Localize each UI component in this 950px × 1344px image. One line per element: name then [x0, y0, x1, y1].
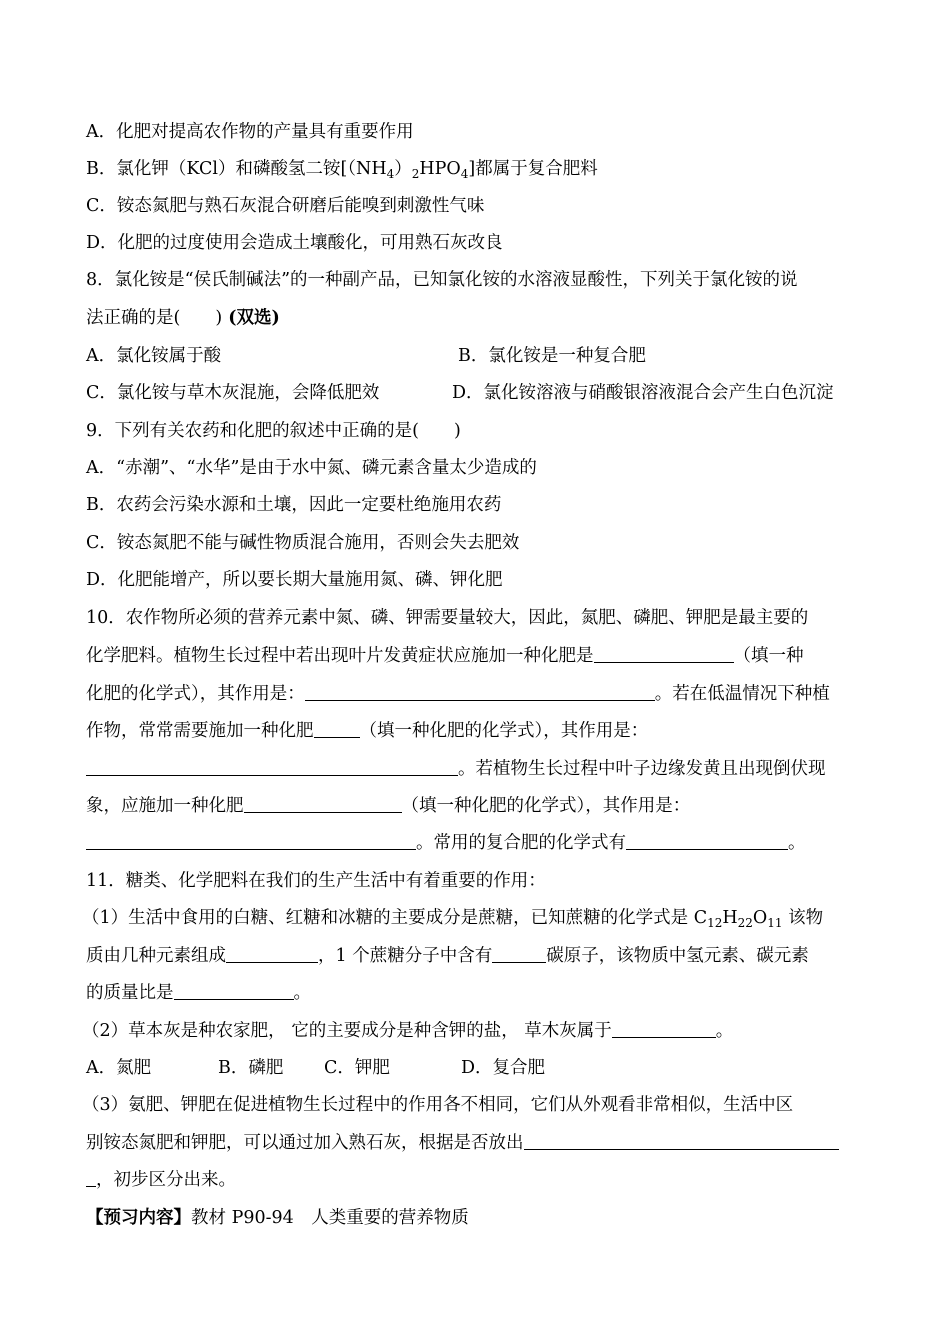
q10-blank-2[interactable] — [305, 682, 655, 701]
q11-stem: 11．糖类、化学肥料在我们的生产生活中有着重要的作用： — [86, 871, 546, 891]
q8-option-d: D．氯化铵溶液与硝酸银溶液混合会产生白色沉淀 — [452, 383, 834, 403]
q10-blank-6[interactable] — [86, 831, 416, 850]
q10-blank-5[interactable] — [244, 794, 402, 813]
q9-stem: 9．下列有关农药和化肥的叙述中正确的是( ) — [86, 421, 461, 441]
q8-option-a: A．氯化铵属于酸 — [86, 346, 222, 366]
q11-option-b: B．磷肥 — [218, 1058, 284, 1078]
q8-stem-line1: 8．氯化铵是“侯氏制碱法”的一种副产品，已知氯化铵的水溶液显酸性，下列关于氯化铵的说 — [86, 270, 798, 290]
q9-option-c: C．铵态氮肥不能与碱性物质混合施用，否则会失去肥效 — [86, 533, 520, 553]
q7-option-c: C．铵态氮肥与熟石灰混合研磨后能嗅到刺激性气味 — [86, 196, 485, 216]
q11-option-c: C．钾肥 — [324, 1058, 390, 1078]
q10-blank-1[interactable] — [594, 644, 734, 663]
q8-stem-line2: 法正确的是( ) (双选) — [86, 308, 280, 328]
q11-blank-3[interactable] — [174, 981, 294, 1000]
q10-line4: 作物，常常需要施加一种化肥 （填一种化肥的化学式），其作用是： — [86, 721, 649, 741]
q9-option-a: A．“赤潮”、“水华”是由于水中氮、磷元素含量太少造成的 — [86, 458, 537, 478]
q8-option-b: B．氯化铵是一种复合肥 — [458, 346, 646, 366]
preview-heading: 【预习内容】 — [86, 1208, 191, 1228]
q10-line7: 。常用的复合肥的化学式有 。 — [86, 831, 806, 855]
q10-line3: 化肥的化学式），其作用是： 。若在低温情况下种植 — [86, 684, 830, 704]
q10-blank-3[interactable] — [314, 719, 360, 738]
q11-part2: （2）草本灰是种农家肥， 它的主要成分是种含钾的盐， 草木灰属于 。 — [82, 1021, 734, 1041]
q10-line2: 化学肥料。植物生长过程中若出现叶片发黄症状应施加一种化肥是 （填一种 — [86, 646, 804, 666]
q10-blank-7[interactable] — [626, 831, 788, 850]
q10-blank-4[interactable] — [86, 757, 458, 776]
q11-option-d: D．复合肥 — [461, 1058, 546, 1078]
q11-blank-4[interactable] — [612, 1019, 716, 1038]
q9-option-b: B．农药会污染水源和土壤，因此一定要杜绝施用农药 — [86, 495, 502, 515]
q11-blank-1[interactable] — [226, 944, 318, 963]
q11-part3-line3: ，初步区分出来。 — [86, 1168, 236, 1192]
q11-part1-line2: 质由几种元素组成 ，1 个蔗糖分子中含有 碳原子，该物质中氢元素、碳元素 — [86, 946, 809, 966]
q10-line1: 10．农作物所必须的营养元素中氮、磷、钾需要量较大，因此，氮肥、磷肥、钾肥是最主要的 — [86, 608, 809, 628]
q11-blank-5[interactable] — [524, 1131, 839, 1150]
q11-part1-line1: （1）生活中食用的白糖、红糖和冰糖的主要成分是蔗糖，已知蔗糖的化学式是 $C_{12}H_{22}O_{11}$ 该物 — [82, 908, 824, 930]
q10-line6: 象，应施加一种化肥 （填一种化肥的化学式），其作用是： — [86, 796, 691, 816]
q11-blank-5-cont[interactable] — [86, 1168, 96, 1187]
preview-line: 【预习内容】教材 P90-94 人类重要的营养物质 — [86, 1208, 469, 1228]
q7-option-b: B．氯化钾（KCl）和磷酸氢二铵$[(NH_4)_2HPO_4]$都属于复合肥料 — [86, 159, 598, 181]
q8-multi-select-note: (双选) — [222, 308, 280, 328]
q11-part1-line3: 的质量比是 。 — [86, 983, 311, 1003]
q8-option-c: C．氯化铵与草木灰混施，会降低肥效 — [86, 383, 380, 403]
q7-option-d: D．化肥的过度使用会造成土壤酸化，可用熟石灰改良 — [86, 233, 503, 253]
q10-line5: 。若植物生长过程中叶子边缘发黄且出现倒伏现 — [86, 757, 826, 781]
q11-part3-line2: 别铵态氮肥和钾肥，可以通过加入熟石灰，根据是否放出 — [86, 1131, 839, 1155]
q11-part3-line1: （3）氨肥、钾肥在促进植物生长过程中的作用各不相同，它们从外观看非常相似，生活中区 — [82, 1095, 794, 1115]
q9-option-d: D．化肥能增产，所以要长期大量施用氮、磷、钾化肥 — [86, 570, 503, 590]
q11-option-a: A．氮肥 — [86, 1058, 152, 1078]
q7-option-a: A．化肥对提高农作物的产量具有重要作用 — [86, 122, 414, 142]
q11-blank-2[interactable] — [492, 944, 546, 963]
